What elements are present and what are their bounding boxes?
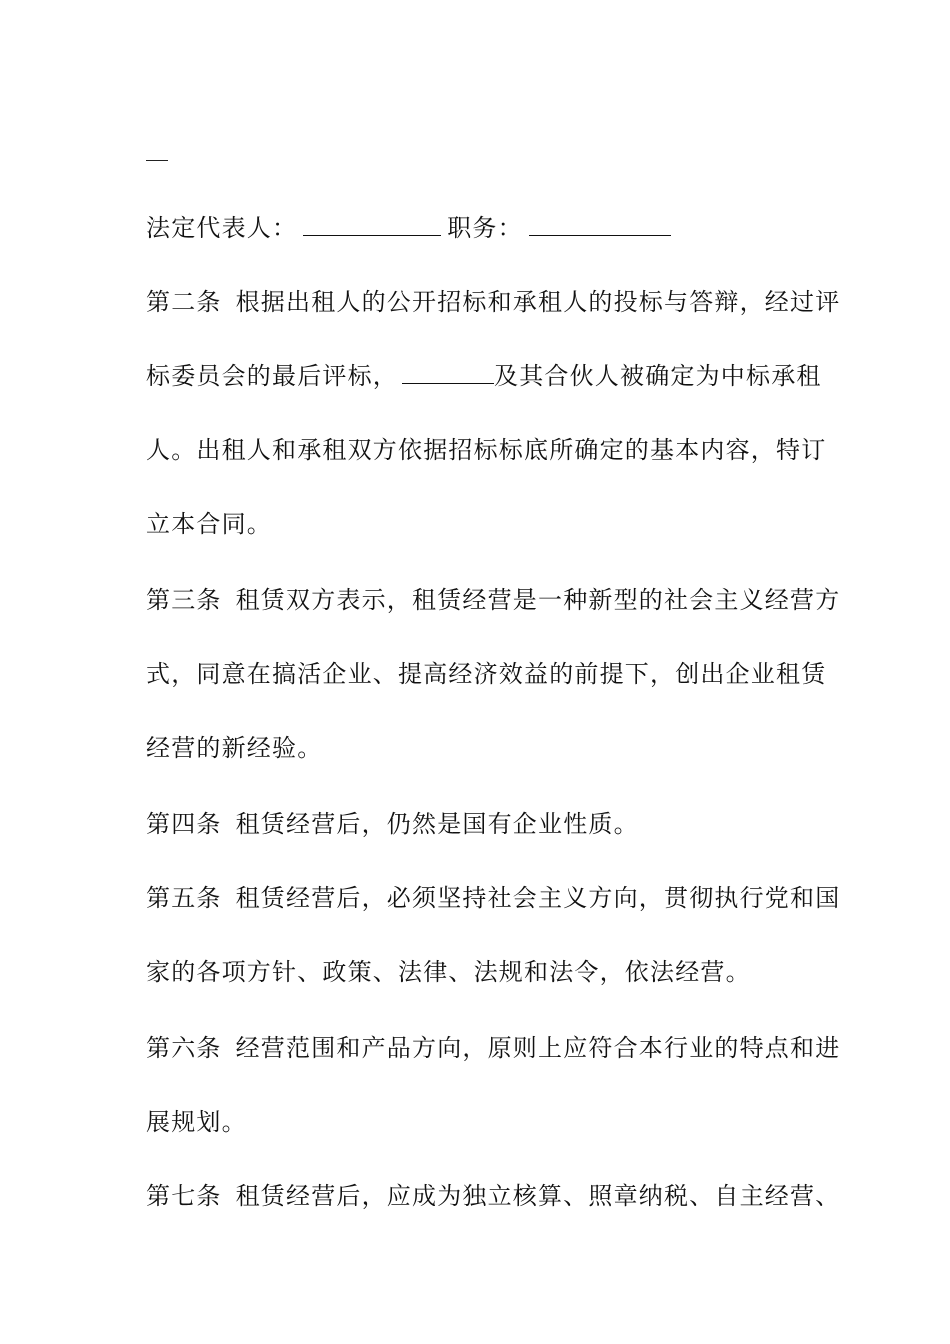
article-7-line-1: [146, 1178, 841, 1214]
article-2-line-2: [146, 358, 826, 394]
article-6-label: 第六条: [146, 1034, 222, 1062]
article-3-text-1: 租赁双方表示，租赁经营是一种新型的社会主义经营方: [235, 586, 841, 614]
article-4-line-1: [146, 806, 826, 842]
legal-rep-line: [146, 210, 826, 246]
article-3-text-2: 式，同意在搞活企业、提高经济效益的前提下，创出企业租赁: [146, 660, 827, 688]
position-blank[interactable]: [529, 215, 671, 236]
article-6-line-2: [146, 1104, 826, 1140]
article-2-line-4: [146, 506, 826, 542]
article-3-line-2: [146, 656, 826, 692]
article-4-label: 第四条: [146, 810, 222, 838]
article-2-text-2b: 及其合伙人被确定为中标承租: [494, 362, 822, 390]
article-3-line-1: [146, 582, 841, 618]
article-7-label: 第七条: [146, 1182, 222, 1210]
article-4-text: 租赁经营后，仍然是国有企业性质。: [235, 810, 639, 838]
article-5-label: 第五条: [146, 884, 222, 912]
legal-rep-label: 法定代表人：: [146, 214, 298, 242]
article-6-text-2: 展规划。: [146, 1108, 247, 1136]
article-2-text-3: 人。出租人和承租双方依据招标标底所确定的基本内容，特订: [146, 436, 827, 464]
article-6-line-1: [146, 1030, 841, 1066]
article-2-text-2a: 标委员会的最后评标，: [146, 362, 398, 390]
article-6-text-1: 经营范围和产品方向，原则上应符合本行业的特点和进: [235, 1034, 841, 1062]
article-3-label: 第三条: [146, 586, 222, 614]
article-2-text-1: 根据出租人的公开招标和承租人的投标与答辩，经过评: [235, 288, 841, 316]
position-label: 职务：: [447, 214, 523, 242]
winning-bidder-blank[interactable]: [402, 363, 494, 384]
article-5-line-2: [146, 954, 826, 990]
article-2-line-1: [146, 284, 841, 320]
article-2-label: 第二条: [146, 288, 222, 316]
article-2-text-4: 立本合同。: [146, 510, 272, 538]
article-3-text-3: 经营的新经验。: [146, 734, 323, 762]
legal-rep-blank[interactable]: [303, 215, 441, 236]
article-3-line-3: [146, 730, 826, 766]
article-5-text-2: 家的各项方针、政策、法律、法规和法令，依法经营。: [146, 958, 751, 986]
article-2-line-3: [146, 432, 826, 468]
top-dash-mark: [146, 160, 168, 161]
article-5-line-1: [146, 880, 841, 916]
article-5-text-1: 租赁经营后，必须坚持社会主义方向，贯彻执行党和国: [235, 884, 841, 912]
article-7-text-1: 租赁经营后，应成为独立核算、照章纳税、自主经营、: [235, 1182, 841, 1210]
